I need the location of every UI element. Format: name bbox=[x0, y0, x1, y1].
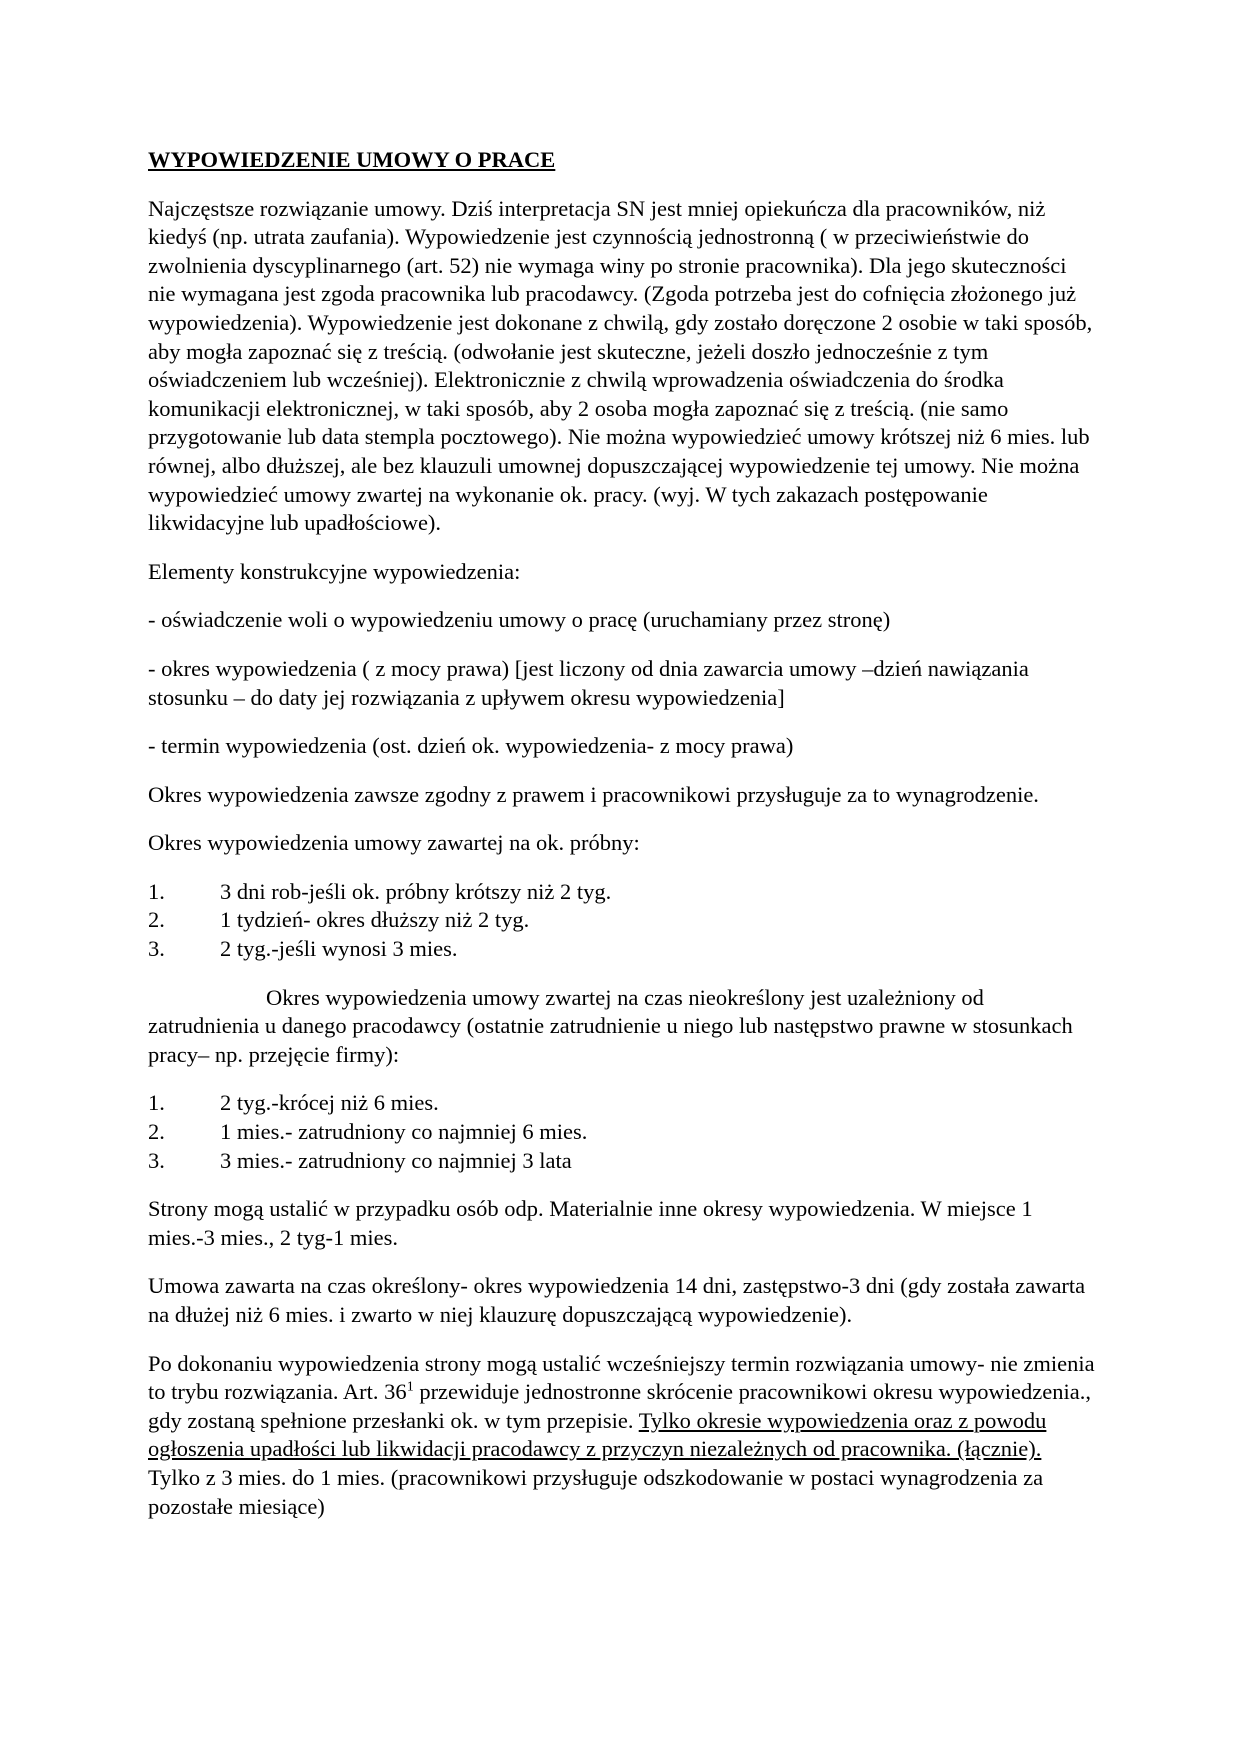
list-number: 3. bbox=[148, 936, 165, 962]
list-item bbox=[148, 1147, 1098, 1176]
final-text-3: Tylko z 3 mies. do 1 mies. (pracownikowi przysługuje odszkodowanie w postaci wynagrodzenia za pozostałe miesiące) bbox=[148, 1464, 1044, 1519]
final-text-2: przewiduje jednostronne skrócenie pracownikowi okresu wypowiedzenia., gdy zostaną spełnione przesłanki ok. w tym przepisie. bbox=[148, 1379, 1091, 1433]
list-text: 1 tydzień- okres dłuższy niż 2 tyg. bbox=[220, 907, 530, 933]
list-item bbox=[148, 935, 1098, 964]
list-item bbox=[148, 1089, 1098, 1118]
probny-list bbox=[148, 878, 1098, 964]
list-number: 2. bbox=[148, 1119, 165, 1145]
list-text: 3 dni rob-jeśli ok. próbny krótszy niż 2 tyg. bbox=[220, 878, 612, 904]
elements-heading: Elementy konstrukcyjne wypowiedzenia: bbox=[148, 558, 521, 584]
list-item bbox=[148, 906, 1098, 935]
list-text: 2 tyg.-krócej niż 6 mies. bbox=[220, 1090, 439, 1116]
nieokreslony-paragraph: Okres wypowiedzenia umowy zwartej na czas nieokreślony jest uzależniony od zatrudnienia u danego pracodawcy (ostatnie zatrudnienie u niego lub następstwo prawne w stosunkach pracy– np. przejęcie firmy): bbox=[148, 984, 1073, 1067]
underlined-text: Tylko okresie wypowiedzenia oraz z powodu ogłoszenia upadłości lub likwidacji pracodawcy z przyczyn niezależnych od pracownika. (łącznie). bbox=[148, 1407, 1047, 1462]
intro-paragraph: Najczęstsze rozwiązanie umowy. Dziś interpretacja SN jest mniej opiekuńcza dla pracowników, niż kiedyś (np. utrata zaufania). Wypowiedzenie jest czynnością jednostronną ( w przeciwieństwie do zwolnienia dyscyplinarnego (art. 52) nie wymaga winy po stronie pracownika). Dla jego skuteczności nie wymagana jest zgoda pracownika lub pracodawcy. (Zgoda potrzeba jest do cofnięcia złożonego już wypowiedzenia). Wypowiedzenie jest dokonane z chwilą, gdy zostało doręczone 2 osobie w taki sposób, aby mogła zapoznać się z treścią. (odwołanie jest skuteczne, jeżeli doszło jednocześnie z tym oświadczeniem lub wcześniej). Elektronicznie z chwilą wprowadzenia oświadczenia do środka komunikacji elektronicznej, w taki sposób, aby 2 osoba mogła zapoznać się z treścią. (nie samo przygotowanie lub data stempla pocztowego). Nie można wypowiedzieć umowy krótszej niż 6 mies. lub równej, albo dłuższej, ale bez klauzuli umownej dopuszczającej wypowiedzenie tej umowy. Nie można wypowiedzieć umowy zwartej na wykonanie ok. pracy. (wyj. W tych zakazach postępowanie likwidacyjne lub upadłościowe). bbox=[148, 195, 1093, 536]
list-number: 3. bbox=[148, 1147, 165, 1173]
list-number: 2. bbox=[148, 907, 165, 933]
element-item-2: - okres wypowiedzenia ( z mocy prawa) [jest liczony od dnia zawarcia umowy –dzień nawiązania stosunku – do daty jej rozwiązania z upływem okresu wypowiedzenia] bbox=[148, 655, 1029, 710]
okreslony-paragraph: Umowa zawarta na czas określony- okres wypowiedzenia 14 dni, zastępstwo-3 dni (gdy została zawarta na dłużej niż 6 mies. i zwarto w niej klauzurę dopuszczającą wypowiedzenie). bbox=[148, 1273, 1086, 1327]
nieokreslony-list bbox=[148, 1089, 1098, 1175]
final-text-1: Po dokonaniu wypowiedzenia strony mogą ustalić wcześniejszy termin rozwiązania umowy- nie zmienia to trybu rozwiązania. Art. 36 bbox=[148, 1350, 1095, 1405]
element-item-1: - oświadczenie woli o wypowiedzeniu umowy o pracę (uruchamiany przez stronę) bbox=[148, 607, 891, 633]
probny-heading: Okres wypowiedzenia umowy zawartej na ok. próbny: bbox=[148, 830, 640, 856]
element-item-3: - termin wypowiedzenia (ost. dzień ok. wypowiedzenia- z mocy prawa) bbox=[148, 733, 794, 759]
list-number: 1. bbox=[148, 1090, 165, 1116]
list-number: 1. bbox=[148, 878, 165, 904]
okres-zgodny-paragraph: Okres wypowiedzenia zawsze zgodny z prawem i pracownikowi przysługuje za to wynagrodzenie. bbox=[148, 781, 1039, 807]
list-item bbox=[148, 1118, 1098, 1147]
strony-paragraph: Strony mogą ustalić w przypadku osób odp. Materialnie inne okresy wypowiedzenia. W miejsce 1 mies.-3 mies., 2 tyg-1 mies. bbox=[148, 1196, 1033, 1250]
list-text: 1 mies.- zatrudniony co najmniej 6 mies. bbox=[220, 1119, 588, 1145]
list-item bbox=[148, 878, 1098, 907]
final-paragraph bbox=[148, 1350, 1098, 1522]
article-superscript: 1 bbox=[406, 1379, 414, 1395]
list-text: 3 mies.- zatrudniony co najmniej 3 lata bbox=[220, 1147, 572, 1173]
list-text: 2 tyg.-jeśli wynosi 3 mies. bbox=[220, 936, 458, 962]
document-page bbox=[148, 146, 1098, 1541]
document-title: WYPOWIEDZENIE UMOWY O PRACE bbox=[148, 147, 556, 172]
